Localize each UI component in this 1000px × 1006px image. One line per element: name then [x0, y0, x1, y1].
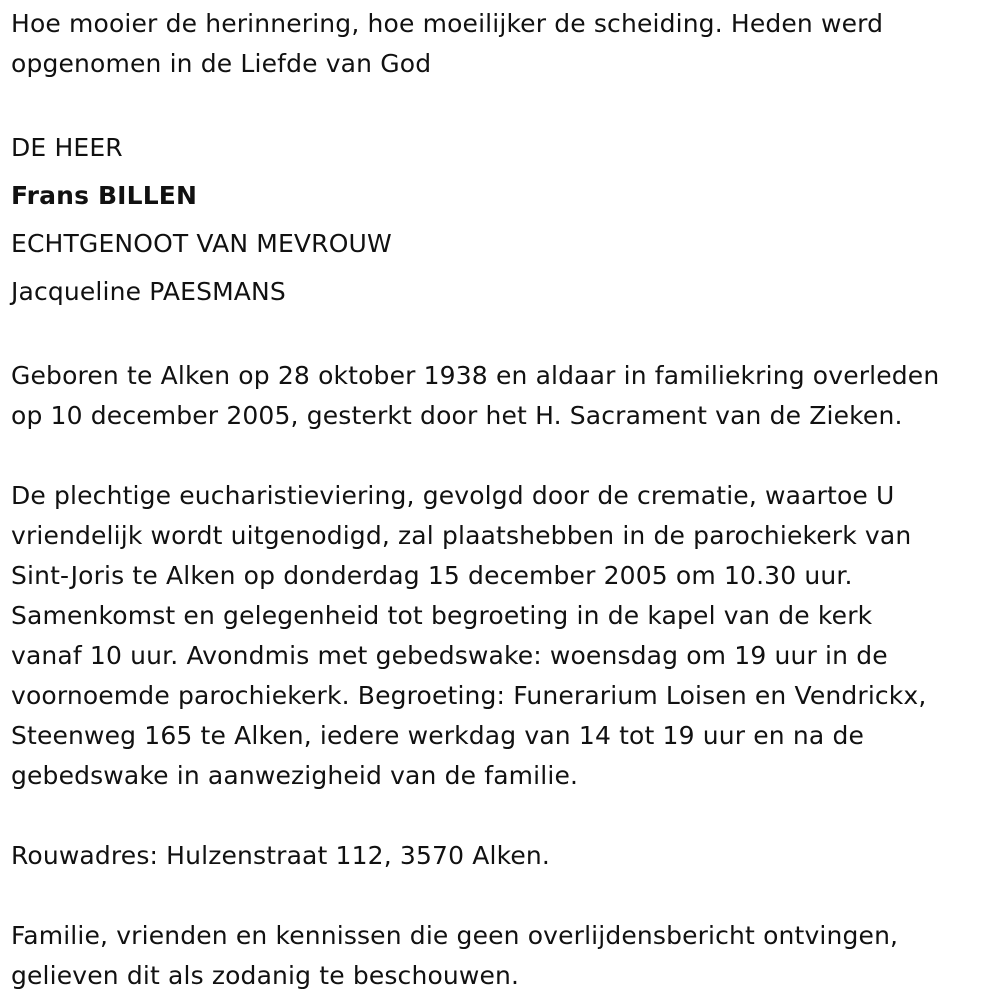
- ceremony-paragraph: [11, 476, 986, 796]
- title-prefix: DE HEER: [11, 133, 123, 162]
- birth-death-paragraph: [11, 356, 986, 436]
- birth-death-line: op 10 december 2005, gesterkt door het H. Sacrament van de Zieken.: [11, 401, 903, 430]
- spacer: [11, 876, 986, 916]
- intro-line: opgenomen in de Liefde van God: [11, 49, 432, 78]
- ceremony-line: Sint-Joris te Alken op donderdag 15 december 2005 om 10.30 uur.: [11, 561, 853, 590]
- ceremony-line: De plechtige eucharistieviering, gevolgd door de crematie, waartoe U: [11, 481, 895, 510]
- closing-line: gelieven dit als zodanig te beschouwen.: [11, 961, 520, 990]
- spacer: [11, 436, 986, 476]
- spacer: [11, 84, 986, 124]
- intro-paragraph: [11, 4, 986, 84]
- spacer: [11, 316, 986, 356]
- ceremony-line: voornoemde parochiekerk. Begroeting: Funerarium Loisen en Vendrickx,: [11, 681, 927, 710]
- closing-line: Familie, vrienden en kennissen die geen overlijdensbericht ontvingen,: [11, 921, 899, 950]
- closing-paragraph: [11, 916, 986, 996]
- ceremony-line: Steenweg 165 te Alken, iedere werkdag van 14 tot 19 uur en na de: [11, 721, 865, 750]
- birth-death-line: Geboren te Alken op 28 oktober 1938 en aldaar in familiekring overleden: [11, 361, 940, 390]
- intro-line: Hoe mooier de herinnering, hoe moeilijker de scheiding. Heden werd: [11, 9, 884, 38]
- ceremony-line: vriendelijk wordt uitgenodigd, zal plaatshebben in de parochiekerk van: [11, 521, 912, 550]
- ceremony-line: gebedswake in aanwezigheid van de familie.: [11, 761, 579, 790]
- spouse-name: Jacqueline PAESMANS: [11, 277, 286, 306]
- relation-text: ECHTGENOOT VAN MEVROUW: [11, 229, 392, 258]
- address-paragraph: [11, 836, 986, 876]
- obituary-notice: [11, 4, 986, 996]
- ceremony-line: Samenkomst en gelegenheid tot begroeting in de kapel van de kerk: [11, 601, 873, 630]
- mourning-address: Rouwadres: Hulzenstraat 112, 3570 Alken.: [11, 841, 550, 870]
- ceremony-line: vanaf 10 uur. Avondmis met gebedswake: woensdag om 19 uur in de: [11, 641, 888, 670]
- deceased-block: [11, 124, 986, 316]
- deceased-name: Frans BILLEN: [11, 181, 198, 210]
- spacer: [11, 796, 986, 836]
